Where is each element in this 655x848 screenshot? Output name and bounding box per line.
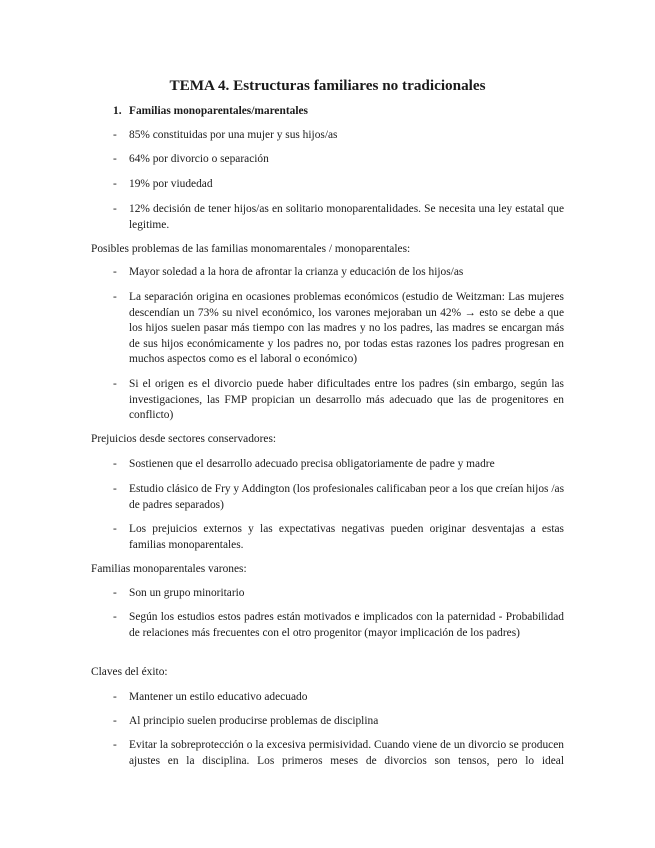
bullet-dash: -: [113, 715, 117, 727]
section-label: Familias monoparentales/marentales: [129, 105, 308, 117]
paragraph-intro: Prejuicios desde sectores conservadores:: [91, 433, 277, 445]
bullet-dash: -: [113, 291, 117, 303]
bullet-dash: -: [113, 203, 117, 215]
bullet-dash: -: [113, 483, 117, 495]
bullet-dash: -: [113, 739, 117, 751]
list-item-text: Mayor soledad a la hora de afrontar la crianza y educación de los hijos/as: [129, 266, 464, 278]
section-number: 1.: [113, 105, 122, 117]
bullet-dash: -: [113, 611, 117, 623]
bullet-dash: -: [113, 691, 117, 703]
paragraph-intro: Familias monoparentales varones:: [91, 563, 247, 575]
bullet-dash: -: [113, 266, 117, 278]
list-item-text: Mantener un estilo educativo adecuado: [129, 691, 308, 703]
bullet-dash: -: [113, 153, 117, 165]
list-item-text: 85% constituidas por una mujer y sus hijos/as: [129, 129, 338, 141]
list-item-text: Son un grupo minoritario: [129, 587, 245, 599]
list-item-text: Estudio clásico de Fry y Addington (los profesionales calificaban peor a los que creían hijos /as de padres separados): [129, 483, 564, 511]
list-item-text: Evitar la sobreprotección o la excesiva permisividad. Cuando viene de un divorcio se producen ajustes en la disciplina. Los primeros meses de divorcios son tensos, pero lo ideal: [129, 739, 564, 767]
list-item-text: Sostienen que el desarrollo adecuado precisa obligatoriamente de padre y madre: [129, 458, 495, 470]
bullet-dash: -: [113, 378, 117, 390]
paragraph-intro: Posibles problemas de las familias monomarentales / monoparentales:: [91, 243, 411, 255]
bullet-dash: -: [113, 587, 117, 599]
bullet-dash: -: [113, 129, 117, 141]
bullet-dash: -: [113, 458, 117, 470]
bullet-dash: -: [113, 523, 117, 535]
section-heading: [113, 104, 308, 119]
list-item-text: La separación origina en ocasiones problemas económicos (estudio de Weitzman: Las mujeres descendían un 73% su nivel económico, los varones mejoraban un 42% → esto se debe a que los hijos suelen pasar más tiempo con las madres y no los padres, las madres se encargan más de sus hijos económicamente y los padres no, por todas estas razones los padres progresan en muchos aspectos como es el laboral o económico): [129, 291, 565, 366]
list-item-text: Los prejuicios externos y las expectativas negativas pueden originar desventajas a estas familias monoparentales.: [129, 523, 564, 551]
list-item-text: Al principio suelen producirse problemas de disciplina: [129, 715, 379, 727]
page-title: TEMA 4. Estructuras familiares no tradicionales: [169, 77, 486, 94]
list-item-text: 64% por divorcio o separación: [129, 153, 269, 165]
list-item-text: 19% por viudedad: [129, 178, 213, 190]
list-item-text: Según los estudios estos padres están motivados e implicados con la paternidad - Probabilidad de relaciones más frecuentes con el otro progenitor (mayor implicación de los padres): [129, 611, 564, 639]
list-item-text: Si el origen es el divorcio puede haber dificultades entre los padres (sin embargo, según las investigaciones, las FMP propician un desarrollo más adecuado que las de progenitores en conflicto): [129, 378, 564, 422]
list-item-text: 12% decisión de tener hijos/as en solitario monoparentalidades. Se necesita una ley estatal que legitime.: [129, 203, 564, 231]
bullet-dash: -: [113, 178, 117, 190]
paragraph-intro: Claves del éxito:: [91, 666, 168, 678]
